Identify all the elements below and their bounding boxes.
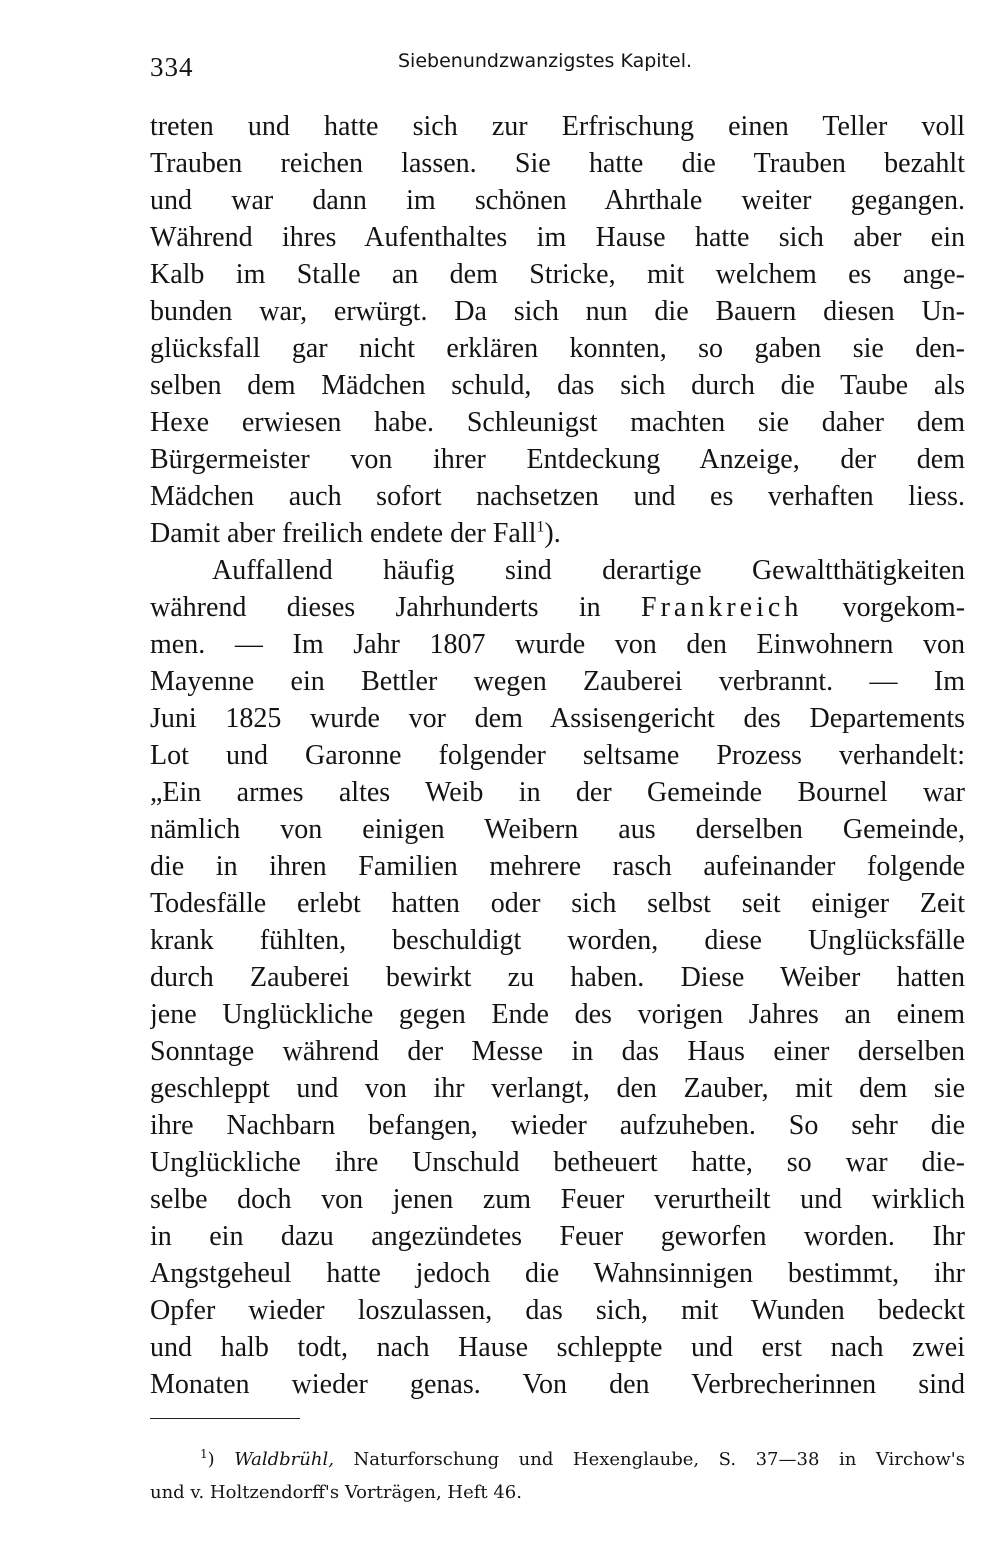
text-fragment: während dieses Jahrhunderts in — [150, 592, 601, 623]
footnote-line — [150, 1443, 965, 1476]
text-line: Lot und Garonne folgender seltsame Prozess verhandelt: — [150, 740, 965, 771]
text-line: bunden war, erwürgt. Da sich nun die Bauern diesen Un- — [150, 296, 965, 327]
footnote-line: und v. Holtzendorff's Vorträgen, Heft 46. — [150, 1482, 522, 1503]
text-line: Monaten wieder genas. Von den Verbrecherinnen sind — [150, 1369, 965, 1400]
text-line-with-footnote-ref — [150, 515, 965, 552]
page-number: 334 — [150, 52, 194, 82]
text-line: jene Unglückliche gegen Ende des vorigen Jahres an einem — [150, 999, 965, 1030]
text-line: „Ein armes altes Weib in der Gemeinde Bournel war — [150, 777, 965, 808]
text-line: Angstgeheul hatte jedoch die Wahnsinnigen bestimmt, ihr — [150, 1258, 965, 1289]
text-line: selben dem Mädchen schuld, das sich durch die Taube als — [150, 370, 965, 401]
text-line: selbe doch von jenen zum Feuer verurtheilt und wirklich — [150, 1184, 965, 1215]
text-line: und halb todt, nach Hause schleppte und erst nach zwei — [150, 1332, 965, 1363]
footnote — [150, 1443, 965, 1509]
text-line: Bürgermeister von ihrer Entdeckung Anzeige, der dem — [150, 444, 965, 475]
text-line: in ein dazu angezündetes Feuer geworfen worden. Ihr — [150, 1221, 965, 1252]
text-line: Opfer wieder loszulassen, das sich, mit Wunden bedeckt — [150, 1295, 965, 1326]
paragraph-start-line: Auffallend häufig sind derartige Gewaltthätigkeiten — [212, 555, 965, 586]
text-fragment: Damit aber freilich endete der Fall — [150, 518, 537, 549]
spaced-emphasis: Frankreich — [641, 592, 803, 623]
footnote-divider — [150, 1418, 300, 1419]
body-text — [150, 108, 965, 1403]
text-line: Trauben reichen lassen. Sie hatte die Trauben bezahlt — [150, 148, 965, 179]
text-line: Kalb im Stalle an dem Stricke, mit welchem es ange- — [150, 259, 965, 290]
text-line: glücksfall gar nicht erklären konnten, so gaben sie den- — [150, 333, 965, 364]
text-line: Mädchen auch sofort nachsetzen und es verhaften liess. — [150, 481, 965, 512]
text-line: durch Zauberei bewirkt zu haben. Diese Weiber hatten — [150, 962, 965, 993]
text-line: ihre Nachbarn befangen, wieder aufzuheben. So sehr die — [150, 1110, 965, 1141]
text-line: geschleppt und von ihr verlangt, den Zauber, mit dem sie — [150, 1073, 965, 1104]
text-line: Während ihres Aufenthaltes im Hause hatte sich aber ein — [150, 222, 965, 253]
text-line: krank fühlten, beschuldigt worden, diese Unglücksfälle — [150, 925, 965, 956]
text-line: Mayenne ein Bettler wegen Zauberei verbrannt. — Im — [150, 666, 965, 697]
text-line: Hexe erwiesen habe. Schleunigst machten sie daher dem — [150, 407, 965, 438]
footnote-marker-close: ) — [207, 1449, 215, 1470]
text-line: nämlich von einigen Weibern aus derselben Gemeinde, — [150, 814, 965, 845]
text-line: Todesfälle erlebt hatten oder sich selbst seit einiger Zeit — [150, 888, 965, 919]
text-line: men. — Im Jahr 1807 wurde von den Einwohnern von — [150, 629, 965, 660]
text-line: die in ihren Familien mehrere rasch aufeinander folgende — [150, 851, 965, 882]
footnote-reference: 1 — [536, 518, 545, 536]
text-fragment: vorgekom- — [842, 592, 965, 623]
text-line: und war dann im schönen Ahrthale weiter gegangen. — [150, 185, 965, 216]
text-line: Unglückliche ihre Unschuld betheuert hatte, so war die- — [150, 1147, 965, 1178]
text-line: Sonntage während der Messe in das Haus einer derselben — [150, 1036, 965, 1067]
footnote-author: Waldbrühl, — [234, 1449, 334, 1470]
footnote-reference-close: ). — [544, 518, 561, 549]
text-line: Juni 1825 wurde vor dem Assisengericht des Departements — [150, 703, 965, 734]
running-head: Siebenundzwanzigstes Kapitel. — [398, 50, 693, 72]
text-line-spaced — [150, 589, 965, 626]
footnote-marker: 1 — [200, 1447, 208, 1461]
text-line: treten und hatte sich zur Erfrischung einen Teller voll — [150, 111, 965, 142]
page-header — [150, 48, 965, 88]
footnote-text: Naturforschung und Hexenglaube, S. 37—38 in Virchow's — [353, 1449, 965, 1470]
